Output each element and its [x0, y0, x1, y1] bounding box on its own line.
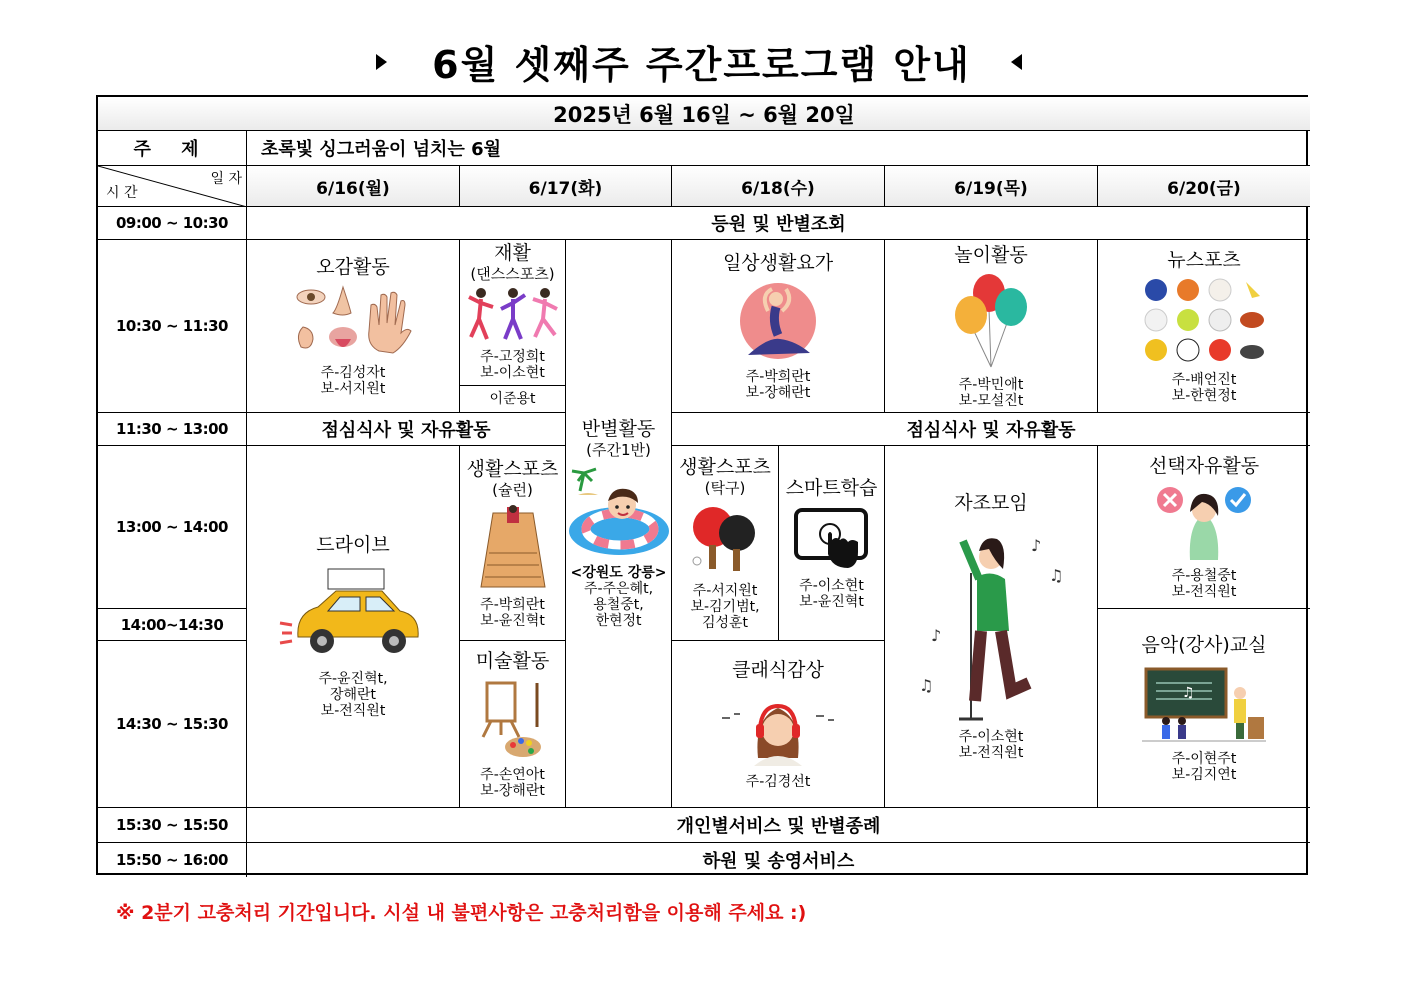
time-slot: 13:00 ~ 14:00: [98, 446, 247, 609]
svg-text:♪: ♪: [1031, 536, 1042, 555]
sport-balls-icon: [1144, 278, 1264, 364]
theme-label: 주 제: [98, 131, 247, 166]
senses-icon: [293, 285, 413, 357]
svg-text:♫: ♫: [1182, 684, 1195, 701]
car-icon: [278, 563, 428, 663]
time-slot: 15:50 ~ 16:00: [98, 843, 247, 877]
time-slot: 09:00 ~ 10:30: [98, 207, 247, 240]
activity-tue-pm2: 미술활동 주-손연아t 보-장해란t: [460, 641, 566, 808]
day-header-wed: 6/18(수): [672, 166, 885, 207]
arrival-row: 등원 및 반별조회: [247, 207, 1310, 240]
lunch-row: 점심식사 및 자유활동: [247, 413, 566, 446]
activity-fri-am: 뉴스포츠 주-배언진t 보-한현정t: [1098, 240, 1310, 413]
day-header-tue: 6/17(화): [460, 166, 672, 207]
time-slot: 15:30 ~ 15:50: [98, 808, 247, 843]
theme-value: 초록빛 싱그러움이 넘치는 6월: [247, 131, 1310, 166]
shuffle-board-icon: [477, 505, 549, 589]
time-slot: 10:30 ~ 11:30: [98, 240, 247, 413]
ping-pong-icon: [689, 503, 761, 575]
day-header-mon: 6/16(월): [247, 166, 460, 207]
date-range: 2025년 6월 16일 ~ 6월 20일: [98, 97, 1310, 131]
corner-cell: 일 자 시 간: [98, 166, 247, 207]
activity-wed-pm3: 클래식감상 주-김경선t: [672, 641, 885, 808]
activity-fri-pm1: 선택자유활동 주-용철중t 보-전직원t: [1098, 446, 1310, 609]
arrow-left-icon: [1011, 54, 1022, 70]
activity-tue-class: 반별활동 (주간1반) <강원도 강릉> 주-주은혜t, 용철중t, 한현정t: [566, 240, 672, 808]
swim-ring-icon: [568, 465, 670, 557]
activity-wed-pm2: 스마트학습 주-이소현t 보-윤진혁t: [779, 446, 885, 641]
activity-thu-am: 놀이활동 주-박민애t 보-모설진t: [885, 240, 1098, 413]
activity-wed-am: 일상생활요가 주-박희란t 보-장해란t: [672, 240, 885, 413]
tablet-touch-icon: [792, 506, 872, 570]
svg-text:♫: ♫: [919, 676, 934, 695]
departure-row: 하원 및 송영서비스: [702, 851, 855, 872]
extra-staff: 이준용t: [460, 385, 565, 412]
choice-icon: [1154, 484, 1254, 560]
notice-text: ※ 2분기 고충처리 기간입니다. 시설 내 불편사항은 고충처리함을 이용해 주세요 :): [116, 902, 807, 924]
day-header-thu: 6/19(목): [885, 166, 1098, 207]
time-slot: 11:30 ~ 13:00: [98, 413, 247, 446]
page-title: 6월 셋째주 주간프로그램 안내: [432, 43, 971, 87]
activity-wed-pm1: 생활스포츠 (탁구) 주-서지원t 보-김기범t, 김성훈t: [672, 446, 779, 641]
individual-service-row: 개인별서비스 및 반별종례: [247, 808, 1310, 843]
singer-icon: [911, 521, 1071, 721]
balloons-icon: [951, 273, 1031, 369]
activity-fri-pm2: 음악(강사)교실 ♫ 주-이현주t 보-김지연t: [1098, 609, 1310, 808]
music-class-icon: [1142, 663, 1266, 743]
lunch-row: 점심식사 및 자유활동: [672, 413, 1310, 446]
yoga-icon: [738, 281, 818, 361]
easel-icon: [473, 679, 553, 759]
activity-tue-am: 재활 (댄스스포츠) 주-고정희t 보-이소현t 이준용t: [460, 240, 566, 413]
svg-text:♪: ♪: [931, 626, 942, 645]
day-header-fri: 6/20(금): [1098, 166, 1310, 207]
time-slot: 14:30 ~ 15:30: [98, 641, 247, 808]
schedule-table: [96, 95, 1308, 875]
arrow-right-icon: [376, 54, 387, 70]
activity-tue-pm1: 생활스포츠 (슐런) 주-박희란t 보-윤진혁t: [460, 446, 566, 641]
headphones-listener-icon: [718, 688, 838, 766]
activity-thu-pm: 자조모임 ♪ ♫ ♪ ♫ 주-이소현t 보-전직원t: [885, 446, 1098, 808]
svg-text:♫: ♫: [1049, 566, 1064, 585]
activity-mon-pm: 드라이브 주-윤진혁t, 장해란t 보-전직원t: [247, 446, 460, 808]
dancers-icon: [465, 285, 561, 345]
activity-mon-am: 오감활동 주-김성자t 보-서지원t: [247, 240, 460, 413]
time-slot: 14:00~14:30: [98, 609, 247, 641]
